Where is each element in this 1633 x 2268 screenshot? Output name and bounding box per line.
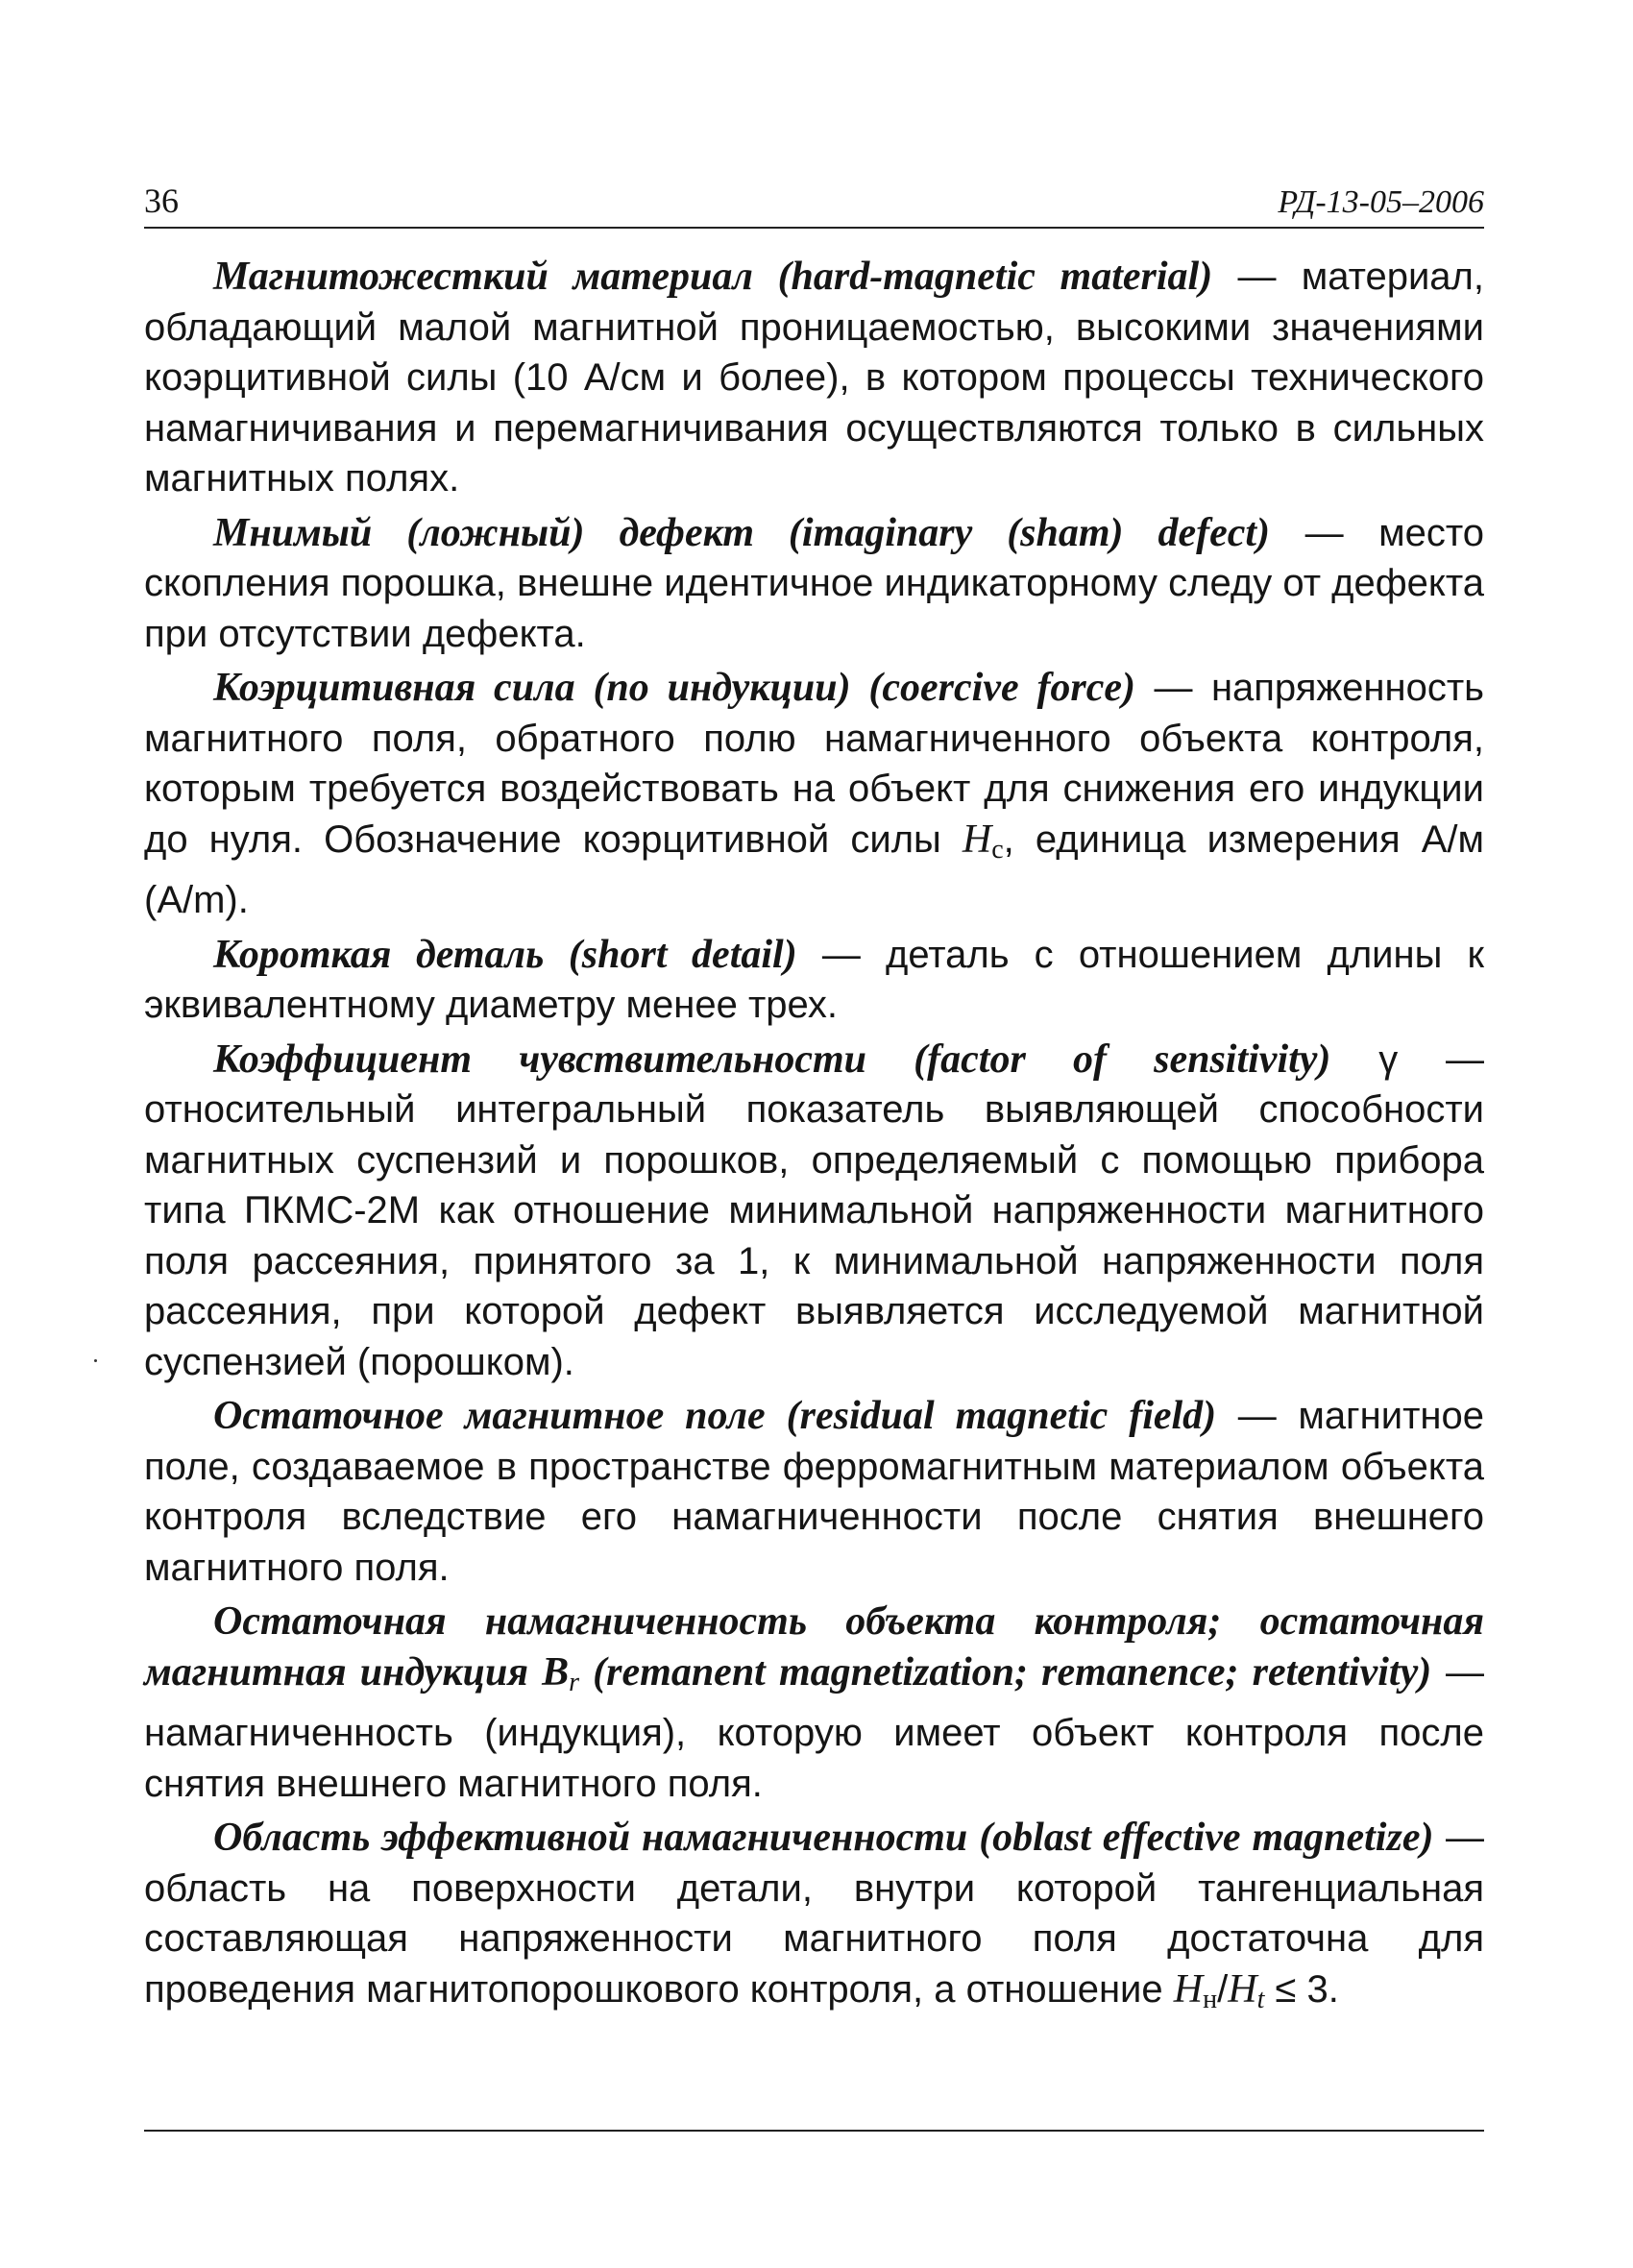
definition-effective-magnetization-area: — область на поверхности детали, внутри которой тангенциальная составляющая напряженности магнитного поля достаточна для проведения магнитопорошкового контроля, а отношение <box>144 1817 1484 2011</box>
symbol-remanent-induction-subscript: r <box>569 1667 580 1697</box>
definition-residual-magnetic-field: — магнитное поле, создаваемое в пространстве ферромагнитным материалом объекта контроля вследствие его намагниченности после снятия внешнего магнитного поля. <box>144 1395 1484 1589</box>
term-hard-magnetic-material: Магнитожесткий материал (hard-magnetic material) <box>213 255 1213 299</box>
entry-short-detail <box>144 930 1484 1031</box>
entry-effective-magnetization-area <box>144 1813 1484 2025</box>
definition-hard-magnetic-material: — материал, обладающий малой магнитной проницаемостью, высокими значениями коэрцитивной силы (10 А/см и более), в котором процессы технического намагничивания и перемагничивания осуществляются только в сильных магнитных полях. <box>144 256 1484 500</box>
term-coercive-force: Коэрцитивная сила (по индукции) (coercive force) <box>213 666 1136 710</box>
symbol-remanent-induction: B <box>542 1649 570 1695</box>
entry-hard-magnetic-material <box>144 252 1484 504</box>
glossary-body <box>144 252 1484 2029</box>
definition-factor-of-sensitivity: γ — относительный интегральный показатель выявляющей способности магнитных суспензий и порошков, определяемый с помощью прибора типа ПКМС-2М как отношение минимальной напряженности магнитного поля рассеяния, принятого за 1, к минимальной напряженности поля рассеяния, при которой дефект выявляется исследуемой магнитной суспензией (порошком). <box>144 1037 1484 1383</box>
term-remanent-magnetization-part1: Остаточная намагниченность объекта контроля; остаточная магнитная индукция <box>144 1599 1484 1695</box>
definition-coercive-force-part2: , единица измерения А/м (A/m). <box>144 817 1484 921</box>
definition-remanent-magnetization: — намагниченность (индукция), которую имеет объект контроля после снятия внешнего магнитного поля. <box>144 1650 1484 1805</box>
term-imaginary-defect: Мнимый (ложный) дефект (imaginary (sham) defect) <box>213 510 1271 555</box>
formula-slash: / <box>1217 1967 1229 2011</box>
symbol-coercive-force: H <box>962 817 992 862</box>
term-residual-magnetic-field: Остаточное магнитное поле (residual magnetic field) <box>213 1394 1217 1438</box>
entry-residual-magnetic-field <box>144 1391 1484 1593</box>
running-header <box>144 183 1484 229</box>
page-number: 36 <box>144 182 179 220</box>
entry-factor-of-sensitivity <box>144 1035 1484 1388</box>
formula-h-normal-subscript: н <box>1203 1984 1218 2014</box>
margin-speck <box>94 1359 97 1362</box>
definition-coercive-force-part1: — напряженность магнитного поля, обратного полю намагниченного объекта контроля, которым требуется воздействовать на объект для снижения его индукции до нуля. Обозначение коэрцитивной силы <box>144 667 1484 861</box>
footer-rule <box>144 2130 1484 2132</box>
term-effective-magnetization-area: Область эффективной намагниченности (oblast effective magnetize) <box>213 1816 1434 1860</box>
entry-imaginary-defect <box>144 508 1484 660</box>
term-short-detail: Короткая деталь (short detail) <box>213 932 797 977</box>
definition-imaginary-defect: — место скопления порошка, внешне идентичное индикаторному следу от дефекта при отсутствии дефекта. <box>144 511 1485 655</box>
symbol-coercive-force-subscript: c <box>991 834 1004 865</box>
formula-h-tangential: H <box>1228 1966 1257 2012</box>
entry-coercive-force <box>144 663 1484 926</box>
term-factor-of-sensitivity: Коэффициент чувствительности (factor of sensitivity) <box>213 1036 1331 1082</box>
formula-inequality: ≤ 3. <box>1264 1967 1339 2011</box>
definition-short-detail: — деталь с отношением длины к эквивалентному диаметру менее трех. <box>144 933 1484 1026</box>
entry-remanent-magnetization <box>144 1597 1484 1809</box>
formula-h-tangential-subscript: t <box>1256 1984 1265 2014</box>
formula-h-normal: H <box>1173 1966 1204 2012</box>
document-code: РД-13-05–2006 <box>1278 184 1484 220</box>
term-remanent-magnetization-part2: (remanent magnetization; remanence; retentivity) <box>579 1649 1432 1695</box>
